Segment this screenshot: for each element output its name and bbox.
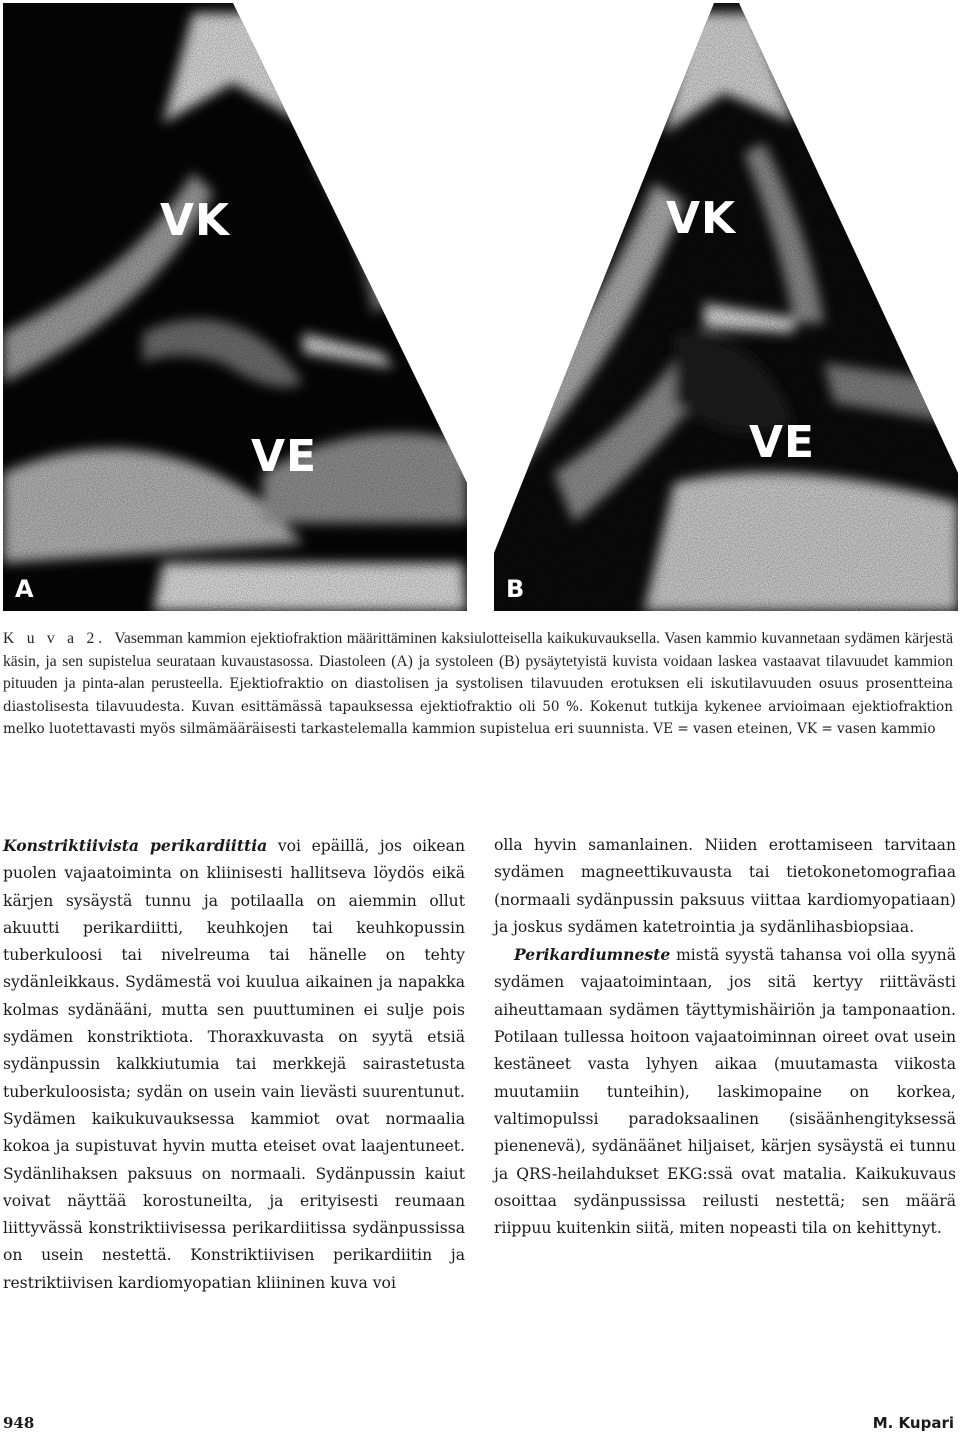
lv-label: VK (666, 193, 737, 244)
page-number: 948 (3, 1414, 35, 1432)
paragraph-text: olla hyvin samanlainen. Niiden erottamiseen tarvitaan sydämen magneettikuvausta tai tietokonetomografiaa (normaali sydänpussin paksuus viittaa kardiomyopatiaan) ja joskus sydämen katetrointia ja sydänlihasbiopsiaa. (494, 836, 956, 936)
la-label: VE (749, 417, 816, 468)
paragraph-text: voi epäillä, jos oikean puolen vajaatoiminta on kliinisesti hallitseva löydös eikä kärjen sysäystä tunnu ja potilaalla on aiemmin ollut akuutti perikardiitti, keuhkojen tai keuhkopussin tuberkuloosi tai nivelreuma tai hänelle on tehty sydänleikkaus. Sydämestä voi kuulua aikainen ja napakka kolmas sydänääni, mutta sen puuttuminen ei sulje pois sydämen konstriktiota. Thoraxkuvasta on syytä etsiä sydänpussin kalkkiutumia tai merkkejä sairastetusta tuberkuloosista; sydän on usein vain lievästi suurentunut. Sydämen kaikukuvauksessa kammiot ovat normaalia kokoa ja supistuvat hyvin mutta eteiset ovat laajentuneet. Sydänlihaksen paksuus on normaali. Sydänpussin kaiut voivat näyttää korostuneilta, ja erityisesti reumaan liittyvässä konstriktiivisessa perikardiitissa sydänpussissa on usein nestettä. Konstriktiivisen perikardiitin ja restriktiivisen kardiomyopatian kliininen kuva voi (3, 837, 465, 1292)
paragraph (494, 832, 956, 941)
caption-text: Vasemman kammion ejektiofraktion määrittäminen kaksiulotteisella kaikukuvauksella. Vasen kammio kuvannetaan sydämen kärjestä käsin, ja sen supistelua seurataan kuvaustasossa. Diastoleen (A) ja systoleen (B) pysäytetyistä kuvista voidaan laskea vastaavat tilavuudet kammion pituuden ja pinta-alan perusteella. (3, 630, 953, 693)
paragraph (3, 832, 465, 1297)
left-column (3, 832, 465, 1297)
figure-caption (3, 628, 953, 741)
lv-label: VK (160, 195, 231, 246)
paragraph-text: mistä syystä tahansa voi olla syynä sydämen vajaatoimintaan, jos sitä kertyy riittävästi aiheuttamaan sydämen täyttymishäiriön ja tamponaation. Potilaan tullessa hoitoon vajaatoiminnan oireet ovat usein kestäneet vasta lyhyen aikaa (muutamasta viikosta muutamiin tunteihin), laskimopaine on korkea, valtimopulssi paradoksaalinen (sisäänhengityksessä pienenevä), sydänäänet hiljaiset, kärjen sysäystä ei tunnu ja QRS-heilahdukset EKG:ssä ovat matalia. Kaikukuvaus osoittaa sydänpussissa reilusti nestettä; sen määrä riippuu kuitenkin siitä, miten nopeasti tila on kehittynyt. (494, 946, 956, 1238)
la-label: VE (251, 431, 318, 482)
right-column (494, 832, 956, 1242)
caption-text-continued: Ejektiofraktio on diastolisen ja systolisen tilavuuden erotuksen eli iskutilavuuden osuus prosentteina diastolisesta tilavuudesta. Kuvan esittämässä tapauksessa ejektiofraktio oli 50 %. Kokenut tutkija kykenee arvioimaan ejektiofraktion melko luotettavasti myös silmämääräisesti tarkastelemalla kammion supistelua eri suunnista. VE = vasen eteinen, VK = vasen kammio (3, 676, 953, 738)
panel-letter-a: A (15, 575, 35, 603)
caption-number: K u v a 2. (3, 630, 107, 647)
author-name: M. Kupari (872, 1414, 954, 1432)
panel-letter-b: B (506, 575, 526, 603)
lead-term: Perikardiumneste (514, 945, 671, 965)
echo-image-systole (494, 3, 958, 611)
paragraph (494, 941, 956, 1242)
echo-image-diastole (3, 3, 467, 611)
lead-term: Konstriktiivista perikardiittia (3, 836, 268, 855)
